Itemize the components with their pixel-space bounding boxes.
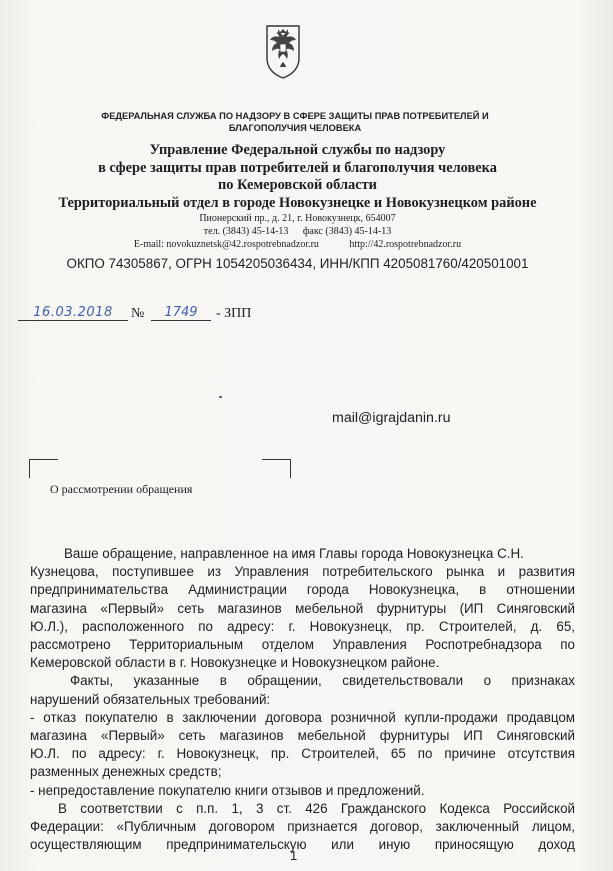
body-line: Кузнецова, поступившее из Управления потребительского рынка и развития [30, 564, 575, 580]
outgoing-registration [18, 305, 278, 327]
fax-number: факс (3843) 45-14-13 [302, 226, 392, 237]
office-email: E-mail: novokuznetsk@42.rospotrebnadzor.ru [133, 239, 319, 250]
body-line: - отказ покупателю в заключении договора розничной купли-продажи продавцом [30, 709, 575, 725]
recipient-email: mail@igrajdanin.ru [332, 410, 451, 426]
agency-name: ФЕДЕРАЛЬНАЯ СЛУЖБА ПО НАДЗОРУ В СФЕРЕ ЗАЩИТЫ ПРАВ ПОТРЕБИТЕЛЕЙ И БЛАГОПОЛУЧИЯ ЧЕЛОВЕКА [101, 111, 489, 133]
body-line: В соответствии с п.п. 1, 3 ст. 426 Гражданского Кодекса Российской [58, 800, 575, 816]
department-title [20, 142, 575, 212]
number-suffix: - ЗПП [216, 306, 252, 321]
contact-block [20, 212, 575, 251]
body-line: Ю.Л. по адресу: г. Новокузнецк, пр. Строителей, 65 по причине отсутствия [30, 746, 575, 762]
handwritten-number: 1749 [151, 305, 211, 321]
body-line: осуществляющим предпринимательскую или иную приносящую доход [30, 837, 575, 853]
page-number: 1 [290, 848, 298, 863]
department-line-3: по Кемеровской области [218, 177, 377, 193]
number-sign: № [131, 306, 145, 321]
handwritten-date: 16.03.2018 [18, 305, 128, 321]
department-line-1: Управление Федеральной службы по надзору [149, 142, 446, 158]
scan-speck [219, 396, 222, 398]
letter-body [30, 545, 575, 854]
body-line: разменных денежных средств; [30, 764, 222, 780]
registration-ids: ОКПО 74305867, ОГРН 1054205036434, ИНН/КПП 4205081760/420501001 [66, 256, 529, 271]
phone-number: тел. (3843) 45-14-13 [203, 226, 289, 237]
body-line: предпринимательства Администрации города Новокузнецка, в отношении [30, 582, 575, 598]
body-line: нарушений обязательных требований: [30, 691, 271, 707]
body-line: Ю.Л.), расположенного по адресу: г. Новокузнецк, пр. Строителей, д. 65, [30, 618, 575, 634]
body-line: магазина «Первый» сеть магазинов мебельной фурнитуры (ИП Синяговский [30, 600, 575, 616]
body-line: Кемеровской области в г. Новокузнецке и Новокузнецком районе. [30, 655, 440, 671]
letter-subject: О рассмотрении обращения [50, 482, 193, 496]
body-line: - непредоставление покупателю книги отзывов и предложений. [30, 782, 425, 798]
subject-bracket-left [29, 459, 58, 478]
department-line-2: в сфере защиты прав потребителей и благополучия человека [98, 159, 497, 176]
postal-address: Пионерский пр., д. 21, г. Новокузнецк, 654007 [199, 213, 396, 224]
body-line: Ваше обращение, направленное на имя Главы города Новокузнецка С.Н. [64, 546, 524, 561]
coat-of-arms-emblem [263, 22, 303, 80]
subject-bracket-right [262, 459, 291, 478]
body-line: Факты, указанные в обращении, свидетельствовали о признаках [70, 673, 575, 689]
email-website-line [20, 238, 575, 251]
phone-fax-line [20, 225, 575, 238]
website-link[interactable]: http://42.rospotrebnadzor.ru [349, 239, 462, 250]
body-line: Федерации: «Публичным договором признается договор, заключенный лицом, [30, 819, 575, 835]
body-line: рассмотрено Территориальным отделом Управления Роспотребнадзора по [30, 637, 575, 653]
body-line: магазина «Первый» сеть магазинов мебельной фурнитуры ИП Синяговский [30, 728, 575, 744]
department-line-4: Территориальный отдел в городе Новокузнецке и Новокузнецком районе [58, 194, 537, 211]
